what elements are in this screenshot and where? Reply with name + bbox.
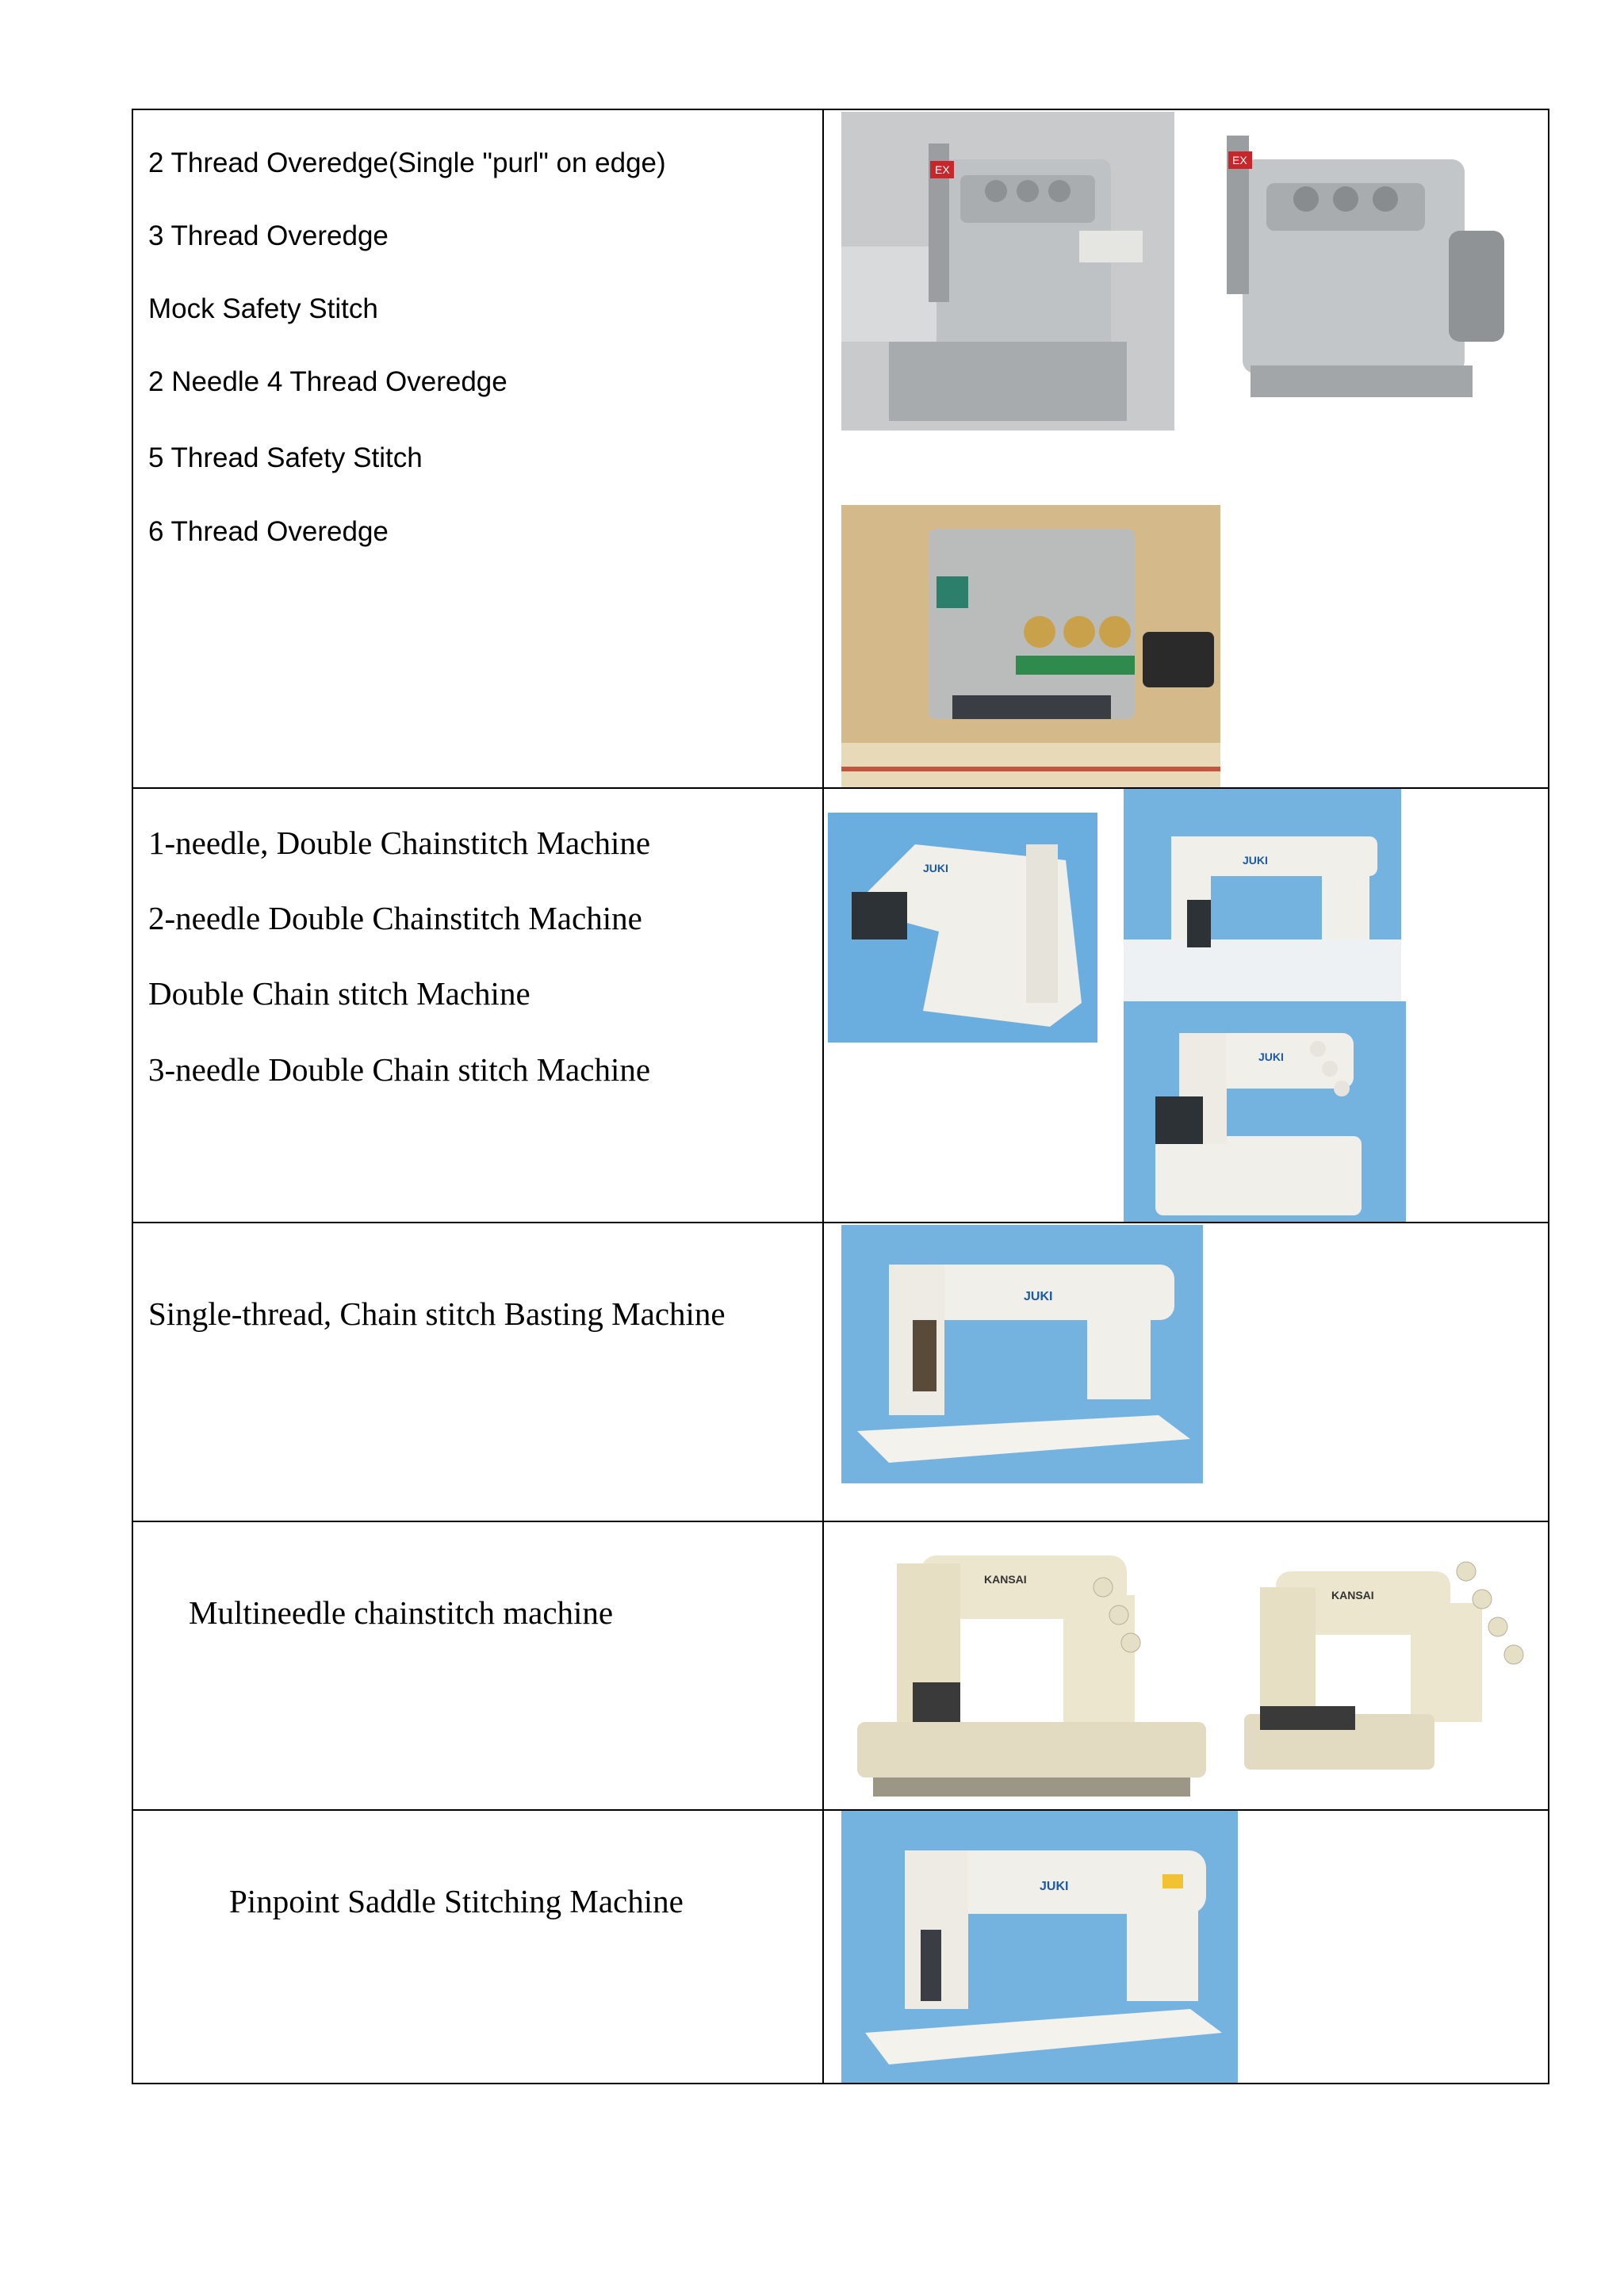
kansai-machine-photo-2 — [1228, 1524, 1545, 1793]
description-cell — [132, 1223, 823, 1521]
photo-badge: EX — [935, 163, 950, 176]
table-row — [132, 1810, 1549, 2084]
saddle-stitching-machine-photo — [841, 1811, 1238, 2083]
item-label: Single-thread, Chain stitch Basting Machine — [148, 1295, 726, 1332]
item-label: 1-needle, Double Chainstitch Machine — [148, 825, 651, 861]
item-label: Double Chain stitch Machine — [148, 975, 530, 1012]
description-cell — [132, 788, 823, 1223]
image-cell — [823, 1810, 1549, 2084]
table-row — [132, 1521, 1549, 1810]
table-row — [132, 1223, 1549, 1521]
photo-badge: JUKI — [1243, 854, 1268, 867]
table-row — [132, 788, 1549, 1223]
item-label: 2 Needle 4 Thread Overedge — [148, 366, 508, 397]
photo-badge: JUKI — [923, 862, 948, 874]
photo-badge: JUKI — [1258, 1050, 1284, 1063]
item-label: Multineedle chainstitch machine — [189, 1594, 614, 1631]
item-label: 2-needle Double Chainstitch Machine — [148, 900, 642, 936]
overlock-machine-photo-2 — [1211, 112, 1528, 413]
item-label: 6 Thread Overedge — [148, 516, 389, 547]
machine-table — [132, 109, 1549, 2084]
photo-badge: JUKI — [1024, 1290, 1053, 1303]
item-label: 2 Thread Overedge(Single "purl" on edge) — [148, 147, 666, 178]
description-cell — [132, 109, 823, 788]
item-label: Mock Safety Stitch — [148, 293, 378, 324]
kansai-machine-photo-1 — [841, 1524, 1218, 1806]
overlock-machine-photo-1 — [841, 112, 1174, 430]
description-cell — [132, 1810, 823, 2084]
image-cell — [823, 788, 1549, 1223]
overlock-machine-photo-3 — [841, 505, 1220, 787]
multineedle-cylinder-machine-photo — [1124, 1001, 1406, 1222]
feed-off-arm-machine-photo — [828, 813, 1097, 1043]
item-label: Pinpoint Saddle Stitching Machine — [229, 1883, 684, 1919]
image-cell — [823, 109, 1549, 788]
image-cell — [823, 1223, 1549, 1521]
basting-machine-photo — [841, 1225, 1203, 1483]
photo-badge: EX — [1232, 154, 1247, 166]
double-chainstitch-machine-photo — [1124, 789, 1401, 1003]
photo-badge: KANSAI — [1331, 1589, 1374, 1601]
image-cell — [823, 1521, 1549, 1810]
item-label: 3-needle Double Chain stitch Machine — [148, 1051, 651, 1088]
photo-badge: JUKI — [1040, 1880, 1069, 1893]
item-label: 5 Thread Safety Stitch — [148, 442, 423, 473]
item-label: 3 Thread Overedge — [148, 220, 389, 251]
table-row — [132, 109, 1549, 788]
photo-badge: KANSAI — [984, 1573, 1027, 1586]
description-cell — [132, 1521, 823, 1810]
